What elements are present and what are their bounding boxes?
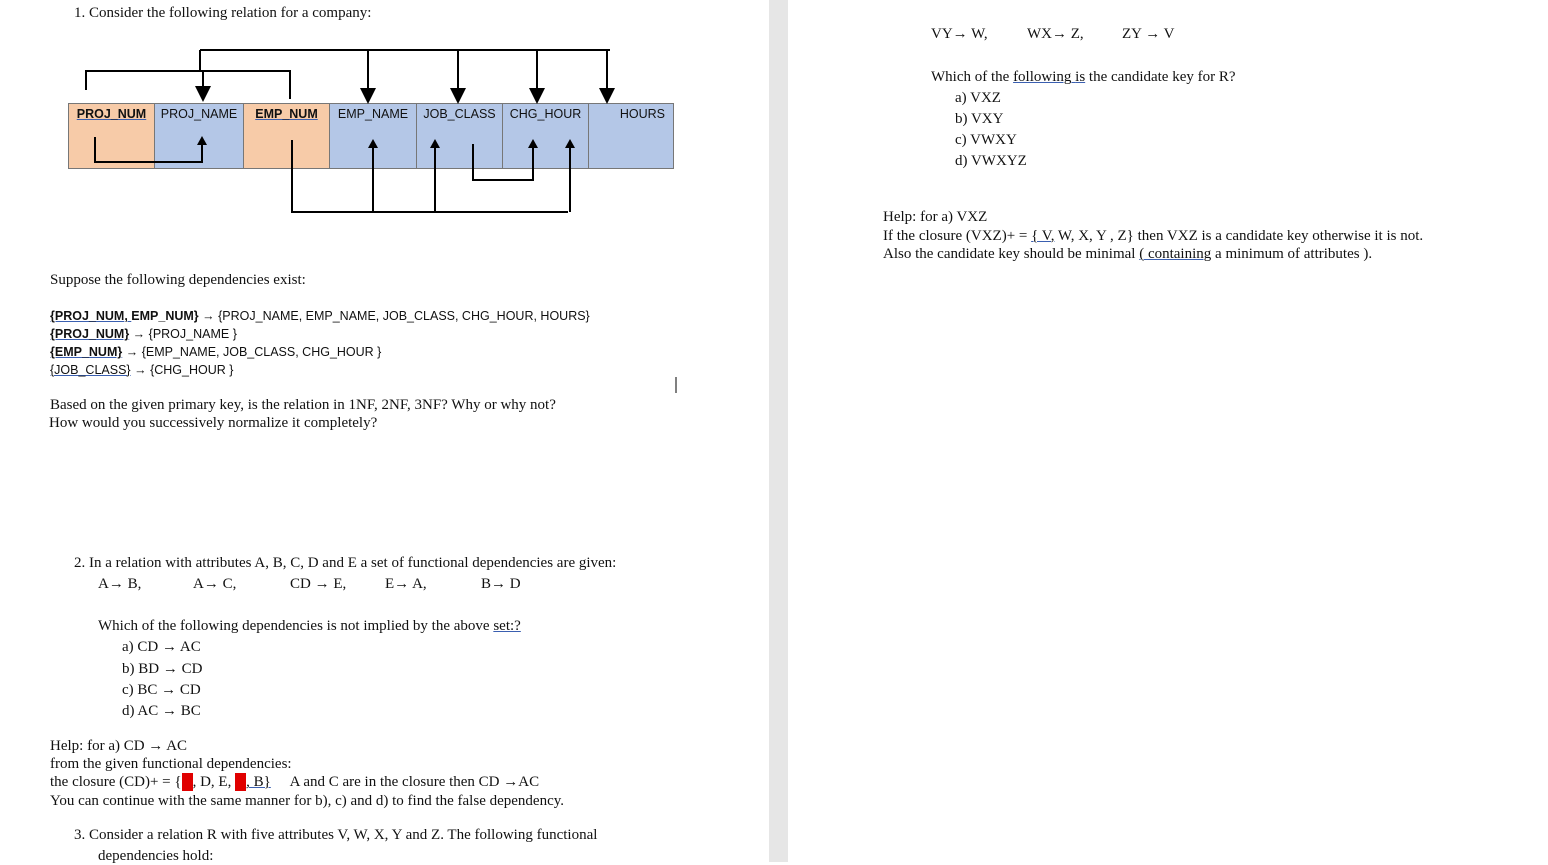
q3-help-line-2: If the closure (VXZ)+ = { V, W, X, Y , Z} then VXZ is a candidate key otherwise it is not. [883, 228, 1424, 244]
q3-prompt: Which of the following is the candidate key for R? [931, 69, 1236, 85]
q2-heading: 2. In a relation with attributes A, B, C, D and E a set of functional dependencies are given: [74, 555, 617, 571]
column-emp-num: EMP_NUM [243, 103, 330, 169]
q1-question-line-1: Based on the given primary key, is the relation in 1NF, 2NF, 3NF? Why or why not? [50, 397, 556, 413]
q3-heading-line-2: dependencies hold: [98, 848, 214, 864]
q2-fd-5: B→ D [481, 576, 521, 592]
q3-option-c: c) VWXY [955, 132, 1017, 148]
column-proj-name: PROJ_NAME [154, 103, 244, 169]
column-job-class: JOB_CLASS [416, 103, 503, 169]
q3-help-line-3: Also the candidate key should be minimal ( containing a minimum of attributes ). [883, 246, 1373, 262]
q2-fd-2: A→ C, [193, 576, 237, 592]
q3-help-title: Help: for a) VXZ [883, 209, 988, 225]
q3-option-b: b) VXY [955, 111, 1004, 127]
highlight-mark: A [235, 774, 246, 790]
q2-help-title: Help: for a) CD → AC [50, 738, 188, 754]
q3-option-d: d) VWXYZ [955, 153, 1027, 169]
q2-option-a: a) CD → AC [122, 639, 201, 655]
right-page [788, 0, 1548, 862]
page-gutter [769, 0, 788, 862]
q1-suppose-text: Suppose the following dependencies exist: [50, 272, 306, 288]
column-chg-hour: CHG_HOUR [502, 103, 589, 169]
q2-fd-3: CD → E, [290, 576, 347, 592]
dependency-line-2: {PROJ_NUM} → {PROJ_NAME } [50, 327, 237, 341]
q2-option-d: d) AC → BC [122, 703, 201, 719]
column-emp-name: EMP_NAME [329, 103, 417, 169]
q2-closure-line: the closure (CD)+ = {C, D, E, A, B} A and C are in the closure then CD →AC [50, 774, 540, 790]
q2-fd-1: A→ B, [98, 576, 142, 592]
q2-help-line-4: You can continue with the same manner for b), c) and d) to find the false dependency. [50, 793, 565, 809]
q3-fd-3: ZY → V [1122, 26, 1175, 42]
q2-prompt: Which of the following dependencies is not implied by the above set:? [98, 618, 521, 634]
q3-option-a: a) VXZ [955, 90, 1001, 106]
dependency-line-1: {PROJ_NUM, EMP_NUM} → {PROJ_NAME, EMP_NAME, JOB_CLASS, CHG_HOUR, HOURS} [50, 309, 590, 323]
column-proj-num: PROJ_NUM [68, 103, 155, 169]
q3-fd-1: VY→ W, [931, 26, 988, 42]
highlight-mark: C [181, 774, 192, 790]
dependency-line-3: {EMP_NUM} → {EMP_NAME, JOB_CLASS, CHG_HOUR } [50, 345, 382, 359]
q2-help-line-2: from the given functional dependencies: [50, 756, 292, 772]
dependency-line-4: {JOB_CLASS} → {CHG_HOUR } [50, 363, 234, 377]
q2-fd-4: E→ A, [385, 576, 427, 592]
q1-question-line-2: How would you successively normalize it completely? [49, 415, 378, 431]
q2-option-c: c) BC → CD [122, 682, 201, 698]
column-hours: HOURS [588, 103, 674, 169]
q3-heading-line-1: 3. Consider a relation R with five attributes V, W, X, Y and Z. The following functional [74, 827, 598, 843]
q2-option-b: b) BD → CD [122, 661, 203, 677]
q1-heading: 1. Consider the following relation for a company: [74, 5, 372, 21]
q3-fd-2: WX→ Z, [1027, 26, 1084, 42]
